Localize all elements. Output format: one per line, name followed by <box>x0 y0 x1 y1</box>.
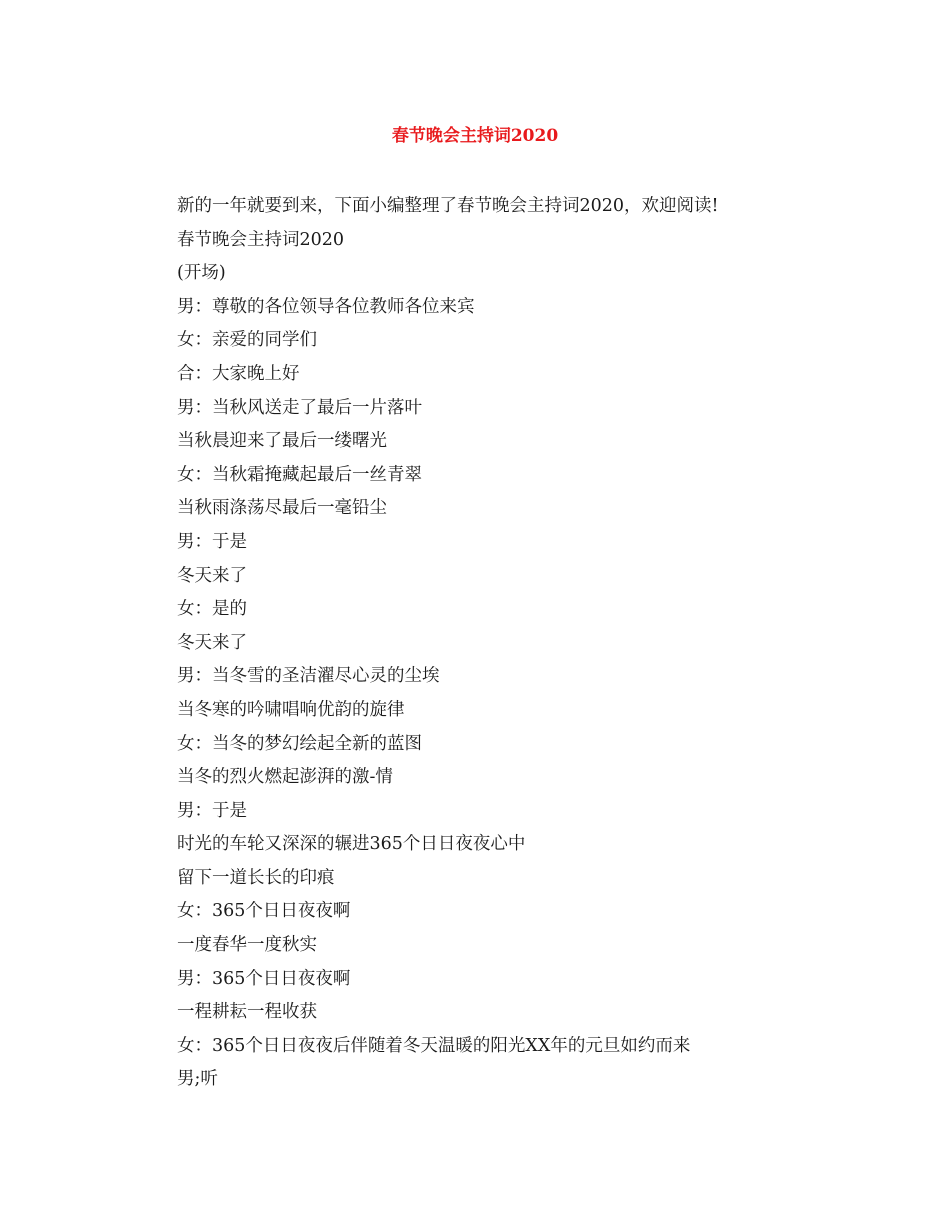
text-line: 男：于是 <box>177 800 247 821</box>
text-line: 冬天来了 <box>177 565 247 586</box>
text-line: 冬天来了 <box>177 632 247 653</box>
text-line: (开场) <box>177 263 226 284</box>
text-line: 春节晚会主持词2020 <box>177 229 345 250</box>
document-body <box>177 194 797 1101</box>
text-line: 当秋晨迎来了最后一缕曙光 <box>177 431 387 452</box>
text-line: 男：当秋风送走了最后一片落叶 <box>177 397 422 418</box>
text-line: 男：尊敬的各位领导各位教师各位来宾 <box>177 296 475 317</box>
text-line: 女：是的 <box>177 599 247 620</box>
text-line: 女：当冬的梦幻绘起全新的蓝图 <box>177 733 422 754</box>
text-line: 男;听 <box>177 1069 218 1090</box>
text-line: 女：365个日日夜夜后伴随着冬天温暖的阳光XX年的元旦如约而来 <box>177 1035 691 1056</box>
document-title: 春节晚会主持词2020 <box>391 126 559 146</box>
text-line: 一程耕耘一程收获 <box>177 1002 317 1023</box>
text-line: 当秋雨涤荡尽最后一毫铅尘 <box>177 498 387 519</box>
text-line: 新的一年就要到来，下面小编整理了春节晚会主持词2020，欢迎阅读! <box>177 196 719 216</box>
text-line: 男：当冬雪的圣洁濯尽心灵的尘埃 <box>177 666 440 687</box>
text-line: 当冬寒的吟啸唱响优韵的旋律 <box>177 699 405 720</box>
text-line: 当冬的烈火燃起澎湃的激-情 <box>177 767 393 788</box>
text-line: 女：365个日日夜夜啊 <box>177 901 351 922</box>
text-line: 女：当秋霜掩藏起最后一丝青翠 <box>177 464 422 485</box>
text-line: 合：大家晚上好 <box>177 363 300 384</box>
text-line: 男：365个日日夜夜啊 <box>177 968 351 989</box>
text-line: 留下一道长长的印痕 <box>177 867 335 888</box>
text-line: 一度春华一度秋实 <box>177 935 317 956</box>
text-line: 时光的车轮又深深的辗进365个日日夜夜心中 <box>177 834 526 855</box>
text-line: 女：亲爱的同学们 <box>177 330 317 351</box>
text-line: 男：于是 <box>177 531 247 552</box>
